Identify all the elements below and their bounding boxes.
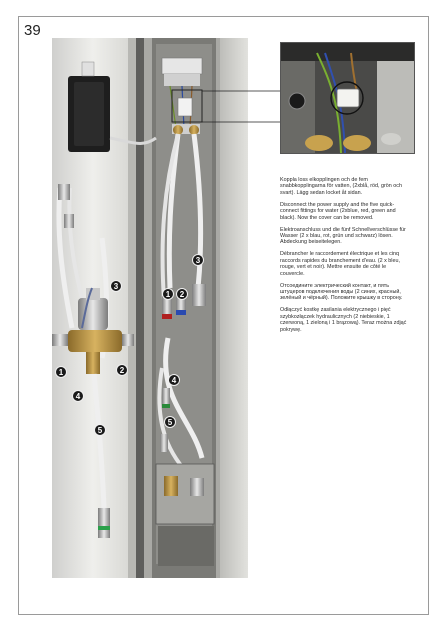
callout-left-2: 2 [116, 364, 128, 376]
instruction-german: Elektroanschluss und die fünf Schnellverschlüsse für Wasser (2 x blau, rot, grün und schwarz) lösen. Abdeckung beiseitelegen. [280, 226, 406, 246]
callout-left-1: 1 [55, 366, 67, 378]
callout-right-2: 2 [176, 288, 188, 300]
callout-right-1: 1 [162, 288, 174, 300]
connector-closeup-illustration [281, 43, 414, 153]
callout-left-5: 5 [94, 424, 106, 436]
callout-left-4: 4 [72, 390, 84, 402]
instruction-text-column [280, 177, 412, 339]
installation-photo-illustration [52, 38, 248, 578]
page-number: 39 [24, 22, 41, 39]
connector-closeup-photo [280, 42, 415, 154]
callout-right-5: 5 [164, 416, 176, 428]
callout-right-4: 4 [168, 374, 180, 386]
callout-left-3: 3 [110, 280, 122, 292]
callout-right-3: 3 [192, 254, 204, 266]
instruction-polish: Odłączyć kostkę zasilania elektrycznego i pięć szybkozłączek hydraulicznych (2 niebieskie, 1 czerwoną, 1 zieloną i 1 brązową). Teraz można zdjąć pokrywę. [280, 307, 407, 333]
instruction-french: Débrancher le raccordement électrique et les cinq raccords rapides du branchement d'eau. (2 x bleu, rouge, vert et noir). Mettre ensuite de côté le couvercle. [280, 251, 400, 277]
installation-photo [52, 38, 248, 578]
instruction-english: Disconnect the power supply and the five quick-connect fittings for water (2xblue, red, green and black). Now the cover can be removed. [280, 201, 396, 221]
instruction-russian: Отсоедините электрический контакт, и пять штуцеров подключения воды (2 синих, красный, зелёный и чёрный). Положите крышку в сторону. [280, 282, 403, 302]
instruction-swedish: Koppla loss elkopplingen och de fem snabbkopplingarna för vatten, (2xblå, röd, grön och svart). Lägg sedan locket åt sidan. [280, 177, 402, 196]
